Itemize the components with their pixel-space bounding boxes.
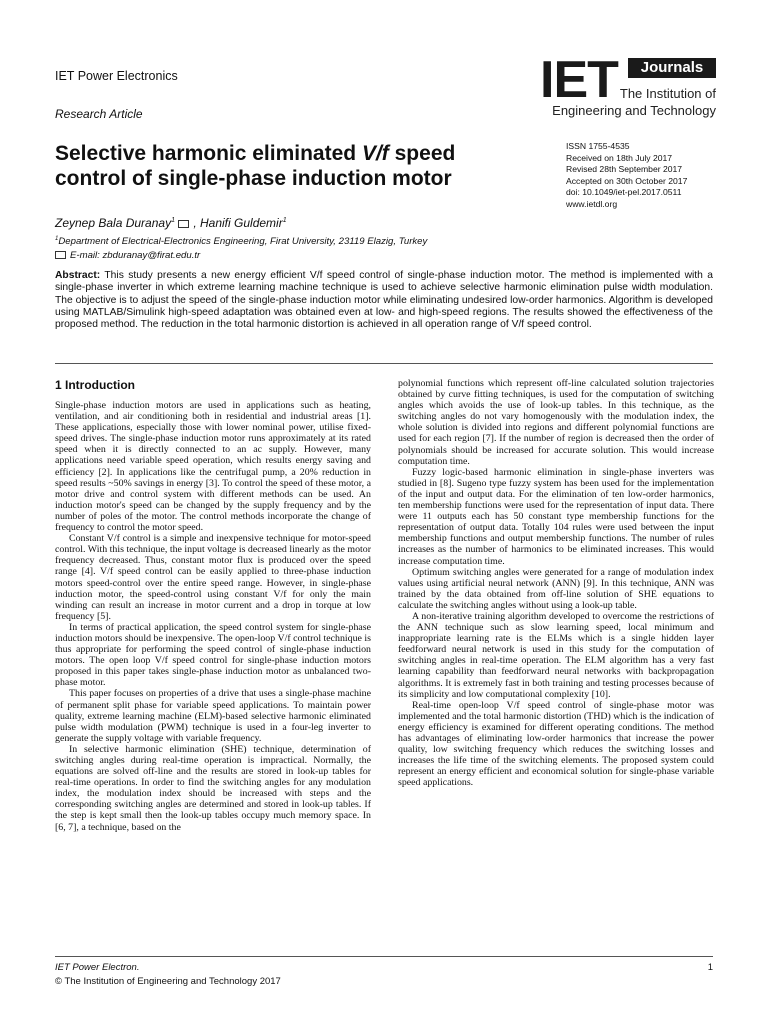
affiliation-sup: 1	[55, 236, 59, 242]
abstract	[55, 270, 713, 331]
right-column	[398, 378, 714, 788]
logo-institution-line1: The Institution of	[619, 86, 716, 101]
email-text[interactable]: E-mail: zbduranay@firat.edu.tr	[70, 250, 201, 261]
affiliation-text: Department of Electrical-Electronics Engineering, Firat University, 23119 Elazig, Turkey	[58, 236, 428, 248]
page-number: 1	[707, 962, 713, 973]
paper-title	[55, 141, 525, 191]
logo-letters: IET	[540, 51, 618, 109]
body-paragraph: In selective harmonic elimination (SHE) technique, determination of switching angles during real-time operation is impractical. Normally, the equations are solved off-line and the results are stored in look-up tables for real-time operations. In order to find the switching angles for any modulation index, the modulation index should be increased with steps and the corresponding switching angles are determined and stored in look-up tables. If the step is kept small then the look-up tables occupy much memory space. In [6, 7], a technique, based on the	[55, 743, 371, 833]
body-paragraph: This paper focuses on properties of a drive that uses a single-phase machine of permanent split phase for variable speed applications. To maintain power quality, extreme learning machine (ELM)-based selective harmonic eliminated pulse width modulation (PWM) technique is used in a four-leg inverter to generate the supply voltage with variable frequency.	[55, 688, 371, 744]
abstract-text: This study presents a new energy efficient V/f speed control of single-phase induction motor. The method is implemented with a single-phase inverter in which extreme learning machine technique is used to achieve selective harmonic elimination pulse width modulation. The objective is to adjust the speed of the single-phase induction motor while eliminating undesired low-order harmonics. Algorithm is developed using MATLAB/Simulink high-speed adaptation was obtained even at low- and high-speed regions. The results showed the effectiveness of the proposed method. The reduction in the total harmonic distortion is achieved in all operation range of V/f speed control.	[55, 270, 713, 331]
envelope-icon	[55, 251, 66, 259]
section-heading: 1 Introduction	[55, 378, 135, 392]
accepted-date: Accepted on 30th October 2017	[566, 175, 688, 186]
affiliation	[55, 236, 427, 247]
journal-name: IET Power Electronics	[55, 69, 178, 83]
envelope-icon	[178, 220, 189, 228]
footer-divider	[55, 956, 713, 957]
body-paragraph: polynomial functions which represent off-line calculated solution trajectories obtained by curve fitting techniques, is used for the computation of switching angles which avoids the use of look-up tables. In this technique, as the switching angles do not vary homogenously with the modulation index, the whole solution is divided into regions and different polynomial functions are used for each region [7]. If the number of region is decreased then the order of polynomials should be increased for accurate solution. This would increase computation time.	[398, 378, 714, 467]
author-2-sup: 1	[282, 217, 287, 224]
body-paragraph: In terms of practical application, the speed control system for single-phase induction motors should be inexpensive. The open-loop V/f control technique is thus appropriate for performing the speed control of single-phase induction motors. The open loop V/f speed control for single-phase induction motors proposed in this paper takes single-phase induction motor as unbalanced two-phase motor.	[55, 621, 371, 689]
author-list	[55, 216, 287, 230]
author-1: Zeynep Bala Duranay	[55, 216, 172, 230]
title-part1: Selective harmonic eliminated	[55, 142, 362, 165]
author-2: Hanifi Guldemir	[200, 216, 283, 230]
issn: ISSN 1755-4535	[566, 141, 630, 151]
logo-institution-line2: Engineering and Technology	[552, 103, 716, 118]
iet-logo	[540, 51, 716, 124]
received-date: Received on 18th July 2017	[566, 152, 673, 163]
body-paragraph: Optimum switching angles were generated for a range of modulation index values using artificial neural network (ANN) [9]. In this technique, ANN was trained by the data obtained from off-line solution of SHE equations to calculate the switching angles without using a look-up table.	[398, 566, 714, 611]
body-paragraph: A non-iterative training algorithm developed to overcome the restrictions of the ANN technique such as slow learning speed, local minimum and inappropriate learning rate is the ELMs which is a single hidden layer feedforward neural network is used in this study for the computation of switching angles in real-time operation. The ELM algorithm has a very fast learning capability than feedforward neural networks with backpropagation algorithms. It is extremely fast in both training and testing processes because of its simplicity and low computational complexity [10].	[398, 610, 714, 700]
author-1-sup: 1	[171, 217, 175, 224]
title-italic: V/f	[361, 142, 389, 165]
left-column	[55, 378, 371, 833]
revised-date: Revised 28th September 2017	[566, 164, 683, 174]
title-part2: speed control of single-phase induction motor	[55, 142, 456, 190]
abstract-label: Abstract:	[55, 270, 101, 281]
logo-journals-badge: Journals	[628, 58, 716, 78]
author-separator: ,	[193, 216, 200, 230]
article-type: Research Article	[55, 107, 143, 121]
website-link[interactable]: www.ietdl.org	[566, 198, 618, 209]
header-divider	[55, 363, 713, 364]
footer-copyright: © The Institution of Engineering and Technology 2017	[55, 976, 281, 987]
corresponding-email	[55, 250, 200, 261]
body-paragraph: Single-phase induction motors are used in applications such as heating, ventilation, and air conditioning both in residential and industrial areas [1]. These applications, especially those with lower nominal power, utilise fixed-speed drives. The single-phase induction motor runs approximately at its rated speed when it is directly connected to an ac supply. However, many applications need variable speed operation, which results energy saving and efficiency [2]. In applications like the centrifugal pump, a 20% reduction in speed results ~50% savings in energy [3]. To control the speed of these motor, a motor drive and control system with different methods can be used. An induction motor's speed can be changed by the supply frequency and by the number of poles of the motor. The control methods incorporate the change of frequency to control the motor speed.	[55, 400, 371, 534]
footer-journal: IET Power Electron.	[55, 962, 140, 973]
doi[interactable]: doi: 10.1049/iet-pel.2017.0511	[566, 187, 682, 197]
body-paragraph: Real-time open-loop V/f speed control of single-phase motor was implemented and the total harmonic distortion (THD) which is the indication of energy efficiency is examined for different operating conditions. The method has advantages of eliminating low-order harmonics that increase the power quality, low switching frequency which reduces the switching losses and increases the life time of the switching elements. The proposed system could represent an energy efficient and economical solution for single-phase variable speed applications.	[398, 699, 714, 789]
body-paragraph: Constant V/f control is a simple and inexpensive technique for motor-speed control. With this technique, the input voltage is decreased linearly as the motor frequency decreased. Thus, constant motor flux is produced over the speed range [4]. V/f speed control can be easily applied to three-phase induction motors speed-control over the entire speed range. However, in single-phase induction motor, the speed-control using constant V/f for only the main winding can result an increase in motor current and a drop in torque at low frequency [5].	[55, 533, 371, 622]
article-metadata	[566, 141, 687, 210]
body-paragraph: Fuzzy logic-based harmonic elimination in single-phase inverters was studied in [8]. Sugeno type fuzzy system has been used for the implementation of the input and output data. For the elimination of ten low-order harmonics, ten membership functions were used for the representation of input data. There were 11 outputs each has 50 constant type membership functions for the representation of output data. Totally 104 rules were used between the input membership functions and output membership functions. The number of rules increases as the number of harmonics to be eliminated increases. This would increase computation time.	[398, 466, 714, 567]
